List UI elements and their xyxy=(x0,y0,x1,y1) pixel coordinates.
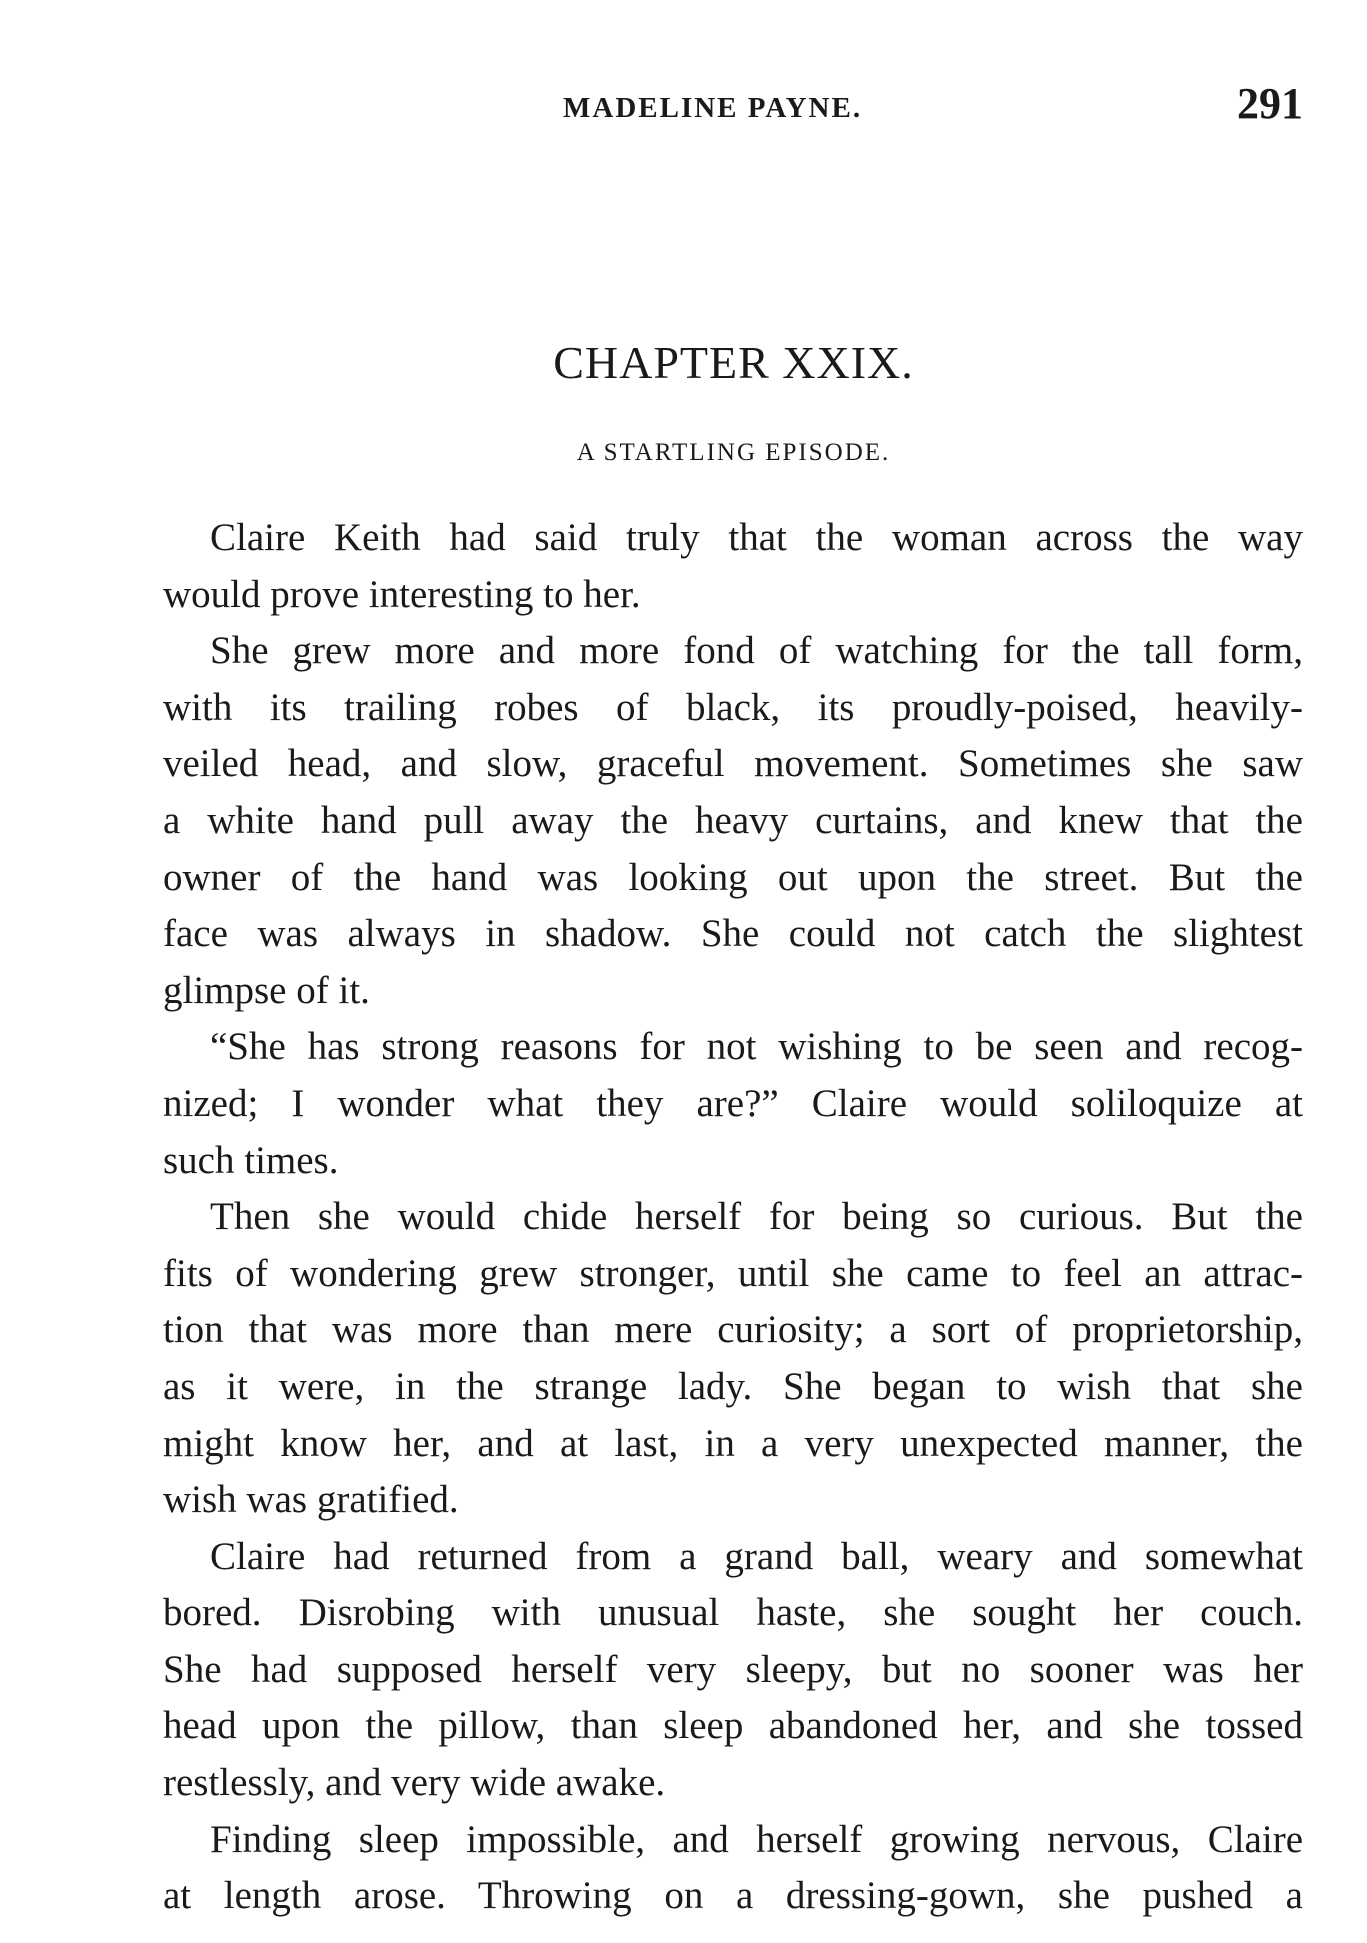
text-line: glimpse of it. xyxy=(163,968,370,1012)
chapter-body-text xyxy=(163,510,1303,1925)
text-line: She grew more and more fond of watching for the tall form, xyxy=(210,629,1303,673)
text-line: might know her, and at last, in a very unexpected manner, the xyxy=(163,1421,1303,1465)
text-line: She had supposed herself very sleepy, but no sooner was her xyxy=(163,1647,1303,1691)
text-line: “She has strong reasons for not wishing to be seen and recog- xyxy=(210,1025,1303,1069)
running-title: MADELINE PAYNE. xyxy=(563,92,863,124)
text-line: face was always in shadow. She could not catch the slightest xyxy=(163,912,1303,956)
text-line: with its trailing robes of black, its proudly-poised, heavily- xyxy=(163,685,1303,729)
page-number: 291 xyxy=(1237,79,1303,128)
text-line: Claire Keith had said truly that the woman across the way xyxy=(210,516,1303,559)
text-line: a white hand pull away the heavy curtains, and knew that the xyxy=(163,798,1303,842)
text-line: tion that was more than mere curiosity; a sort of proprietorship, xyxy=(163,1308,1303,1352)
text-line: owner of the hand was looking out upon the street. But the xyxy=(163,855,1303,899)
chapter-subtitle: A STARTLING EPISODE. xyxy=(576,439,891,466)
text-line: Claire had returned from a grand ball, weary and somewhat xyxy=(210,1534,1303,1578)
running-head xyxy=(163,78,1303,138)
text-line: Finding sleep impossible, and herself growing nervous, Claire xyxy=(210,1817,1303,1861)
text-line: nized; I wonder what they are?” Claire would soliloquize at xyxy=(163,1081,1303,1125)
text-line: at length arose. Throwing on a dressing-gown, she pushed a xyxy=(163,1874,1303,1918)
text-line: such times. xyxy=(163,1138,339,1182)
text-line: would prove interesting to her. xyxy=(163,572,641,616)
text-line: head upon the pillow, than sleep abandoned her, and she tossed xyxy=(163,1704,1303,1748)
text-line: veiled head, and slow, graceful movement. Sometimes she saw xyxy=(163,742,1303,786)
text-line: restlessly, and very wide awake. xyxy=(163,1761,666,1805)
text-line: bored. Disrobing with unusual haste, she sought her couch. xyxy=(163,1591,1303,1635)
chapter-title: CHAPTER XXIX. xyxy=(553,337,914,388)
text-line: fits of wondering grew stronger, until she came to feel an attrac- xyxy=(163,1251,1303,1295)
text-line: as it were, in the strange lady. She began to wish that she xyxy=(163,1364,1303,1408)
text-line: wish was gratified. xyxy=(163,1478,459,1522)
text-line: Then she would chide herself for being so curious. But the xyxy=(210,1195,1303,1239)
